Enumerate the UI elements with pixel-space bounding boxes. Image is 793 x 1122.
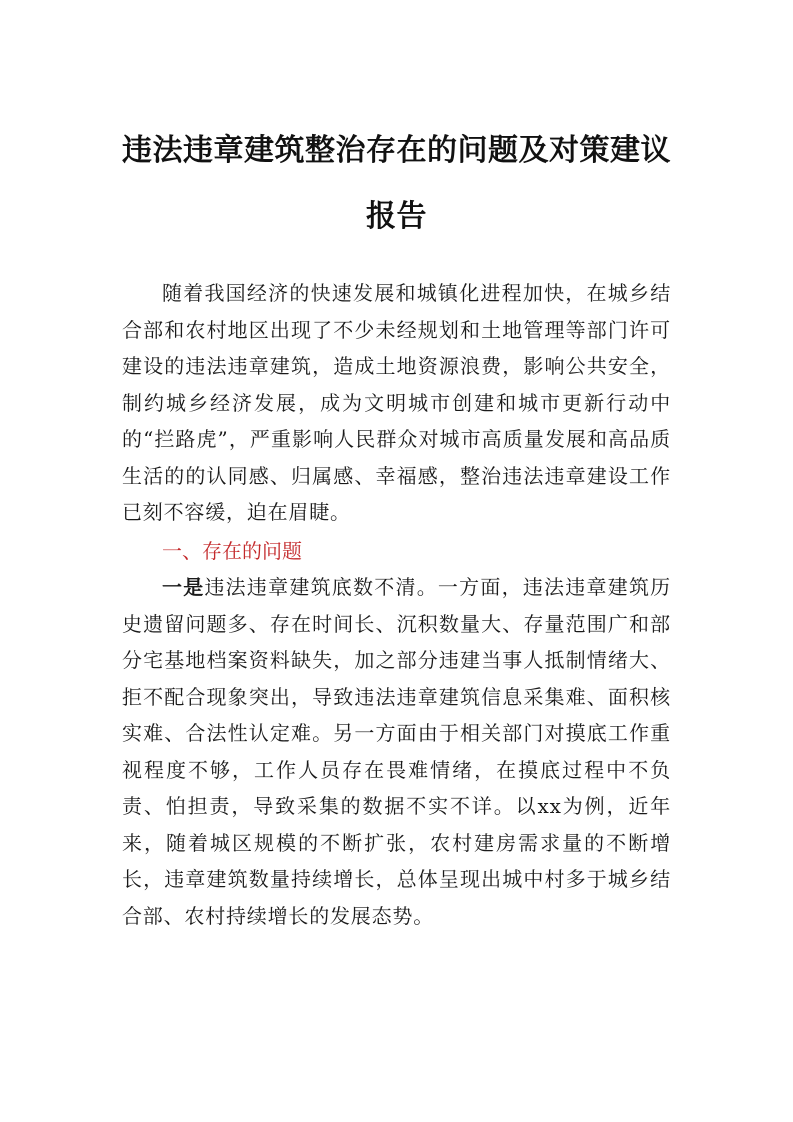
document-body	[122, 275, 671, 934]
point-text: 违法违章建筑底数不清。一方面，违法违章建筑历史遗留问题多、存在时间长、沉积数量大、存量范围广和部分宅基地档案资料缺失，加之部分违建当事人抵制情绪大、拒不配合现象突出，导致违法违章建筑信息采集难、面积核实难、合法性认定难。另一方面由于相关部门对摸底工作重视程度不够，工作人员存在畏难情绪，在摸底过程中不负责、怕担责，导致采集的数据不实不详。以xx为例，近年来，随着城区规模的不断扩张，农村建房需求量的不断增长，违章建筑数量持续增长，总体呈现出城中村多于城乡结合部、农村持续增长的发展态势。	[122, 575, 671, 928]
intro-paragraph: 随着我国经济的快速发展和城镇化进程加快，在城乡结合部和农村地区出现了不少未经规划和土地管理等部门许可建设的违法违章建筑，造成土地资源浪费，影响公共安全，制约城乡经济发展，成为文明城市创建和城市更新行动中的“拦路虎”，严重影响人民群众对城市高质量发展和高品质生活的的认同感、归属感、幸福感，整治违法违章建设工作已刻不容缓，迫在眉睫。	[122, 281, 671, 524]
document-title: 违法违章建筑整治存在的问题及对策建议报告	[122, 133, 671, 234]
section-heading-problems: 一、存在的问题	[162, 538, 302, 563]
problem-paragraph-1	[122, 569, 671, 934]
point-lead: 一是	[162, 575, 205, 599]
